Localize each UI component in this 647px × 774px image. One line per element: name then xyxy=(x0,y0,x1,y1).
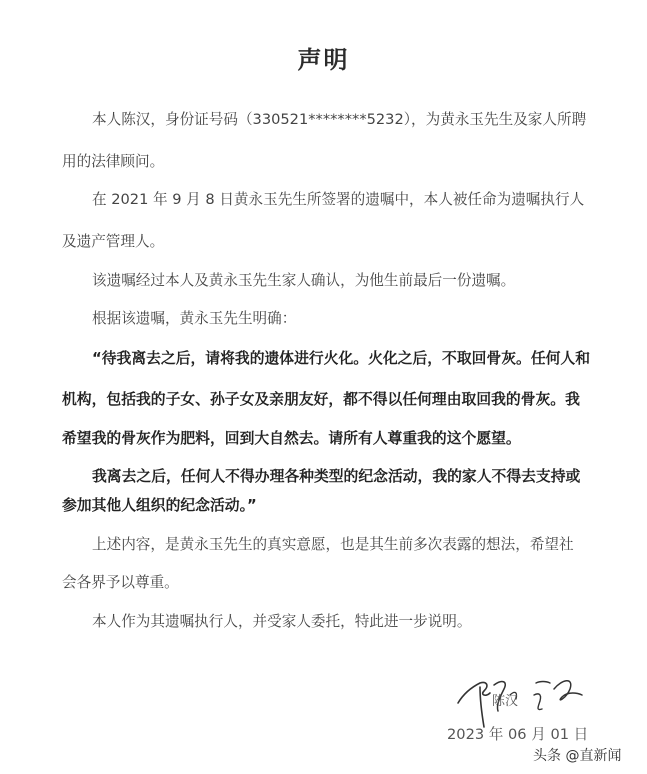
source-watermark: 头条 @直新闻 xyxy=(533,748,622,764)
paragraph-2-line-1: 在 2021 年 9 月 8 日黄永玉先生所签署的遗嘱中，本人被任命为遗嘱执行人 xyxy=(92,191,585,208)
paragraph-3-line-1: 该遗嘱经过本人及黄永玉先生家人确认，为他生前最后一份遗嘱。 xyxy=(92,272,516,289)
quote-1-line-3: 希望我的骨灰作为肥料，回到大自然去。请所有人尊重我的这个愿望。 xyxy=(62,430,521,447)
signature-date: 2023 年 06 月 01 日 xyxy=(447,726,589,743)
quote-2-line-2: 参加其他人组织的纪念活动。” xyxy=(62,497,257,514)
paragraph-4-line-1: 根据该遗嘱，黄永玉先生明确： xyxy=(92,310,297,327)
paragraph-7-line-1: 上述内容，是黄永玉先生的真实意愿，也是其生前多次表露的想法，希望社 xyxy=(92,536,574,553)
quote-2-line-1: 我离去之后，任何人不得办理各种类型的纪念活动，我的家人不得去支持或 xyxy=(92,468,581,485)
paragraph-1-line-2: 用的法律顾问。 xyxy=(62,153,165,170)
printed-signature-name: 陈汉 xyxy=(492,694,519,709)
quote-1-line-1: “待我离去之后，请将我的遗体进行火化。火化之后，不取回骨灰。任何人和 xyxy=(92,350,591,367)
paragraph-7-line-2: 会各界予以尊重。 xyxy=(62,574,179,591)
paragraph-8-line-1: 本人作为其遗嘱执行人，并受家人委托，特此进一步说明。 xyxy=(92,613,472,630)
quote-1-line-2: 机构，包括我的子女、孙子女及亲朋友好，都不得以任何理由取回我的骨灰。我 xyxy=(62,391,580,408)
paragraph-2-line-2: 及遗产管理人。 xyxy=(62,233,165,250)
document-title: 声明 xyxy=(297,46,350,74)
paragraph-1-line-1: 本人陈汉，身份证号码（330521********5232），为黄永玉先生及家人所聘 xyxy=(92,111,587,128)
